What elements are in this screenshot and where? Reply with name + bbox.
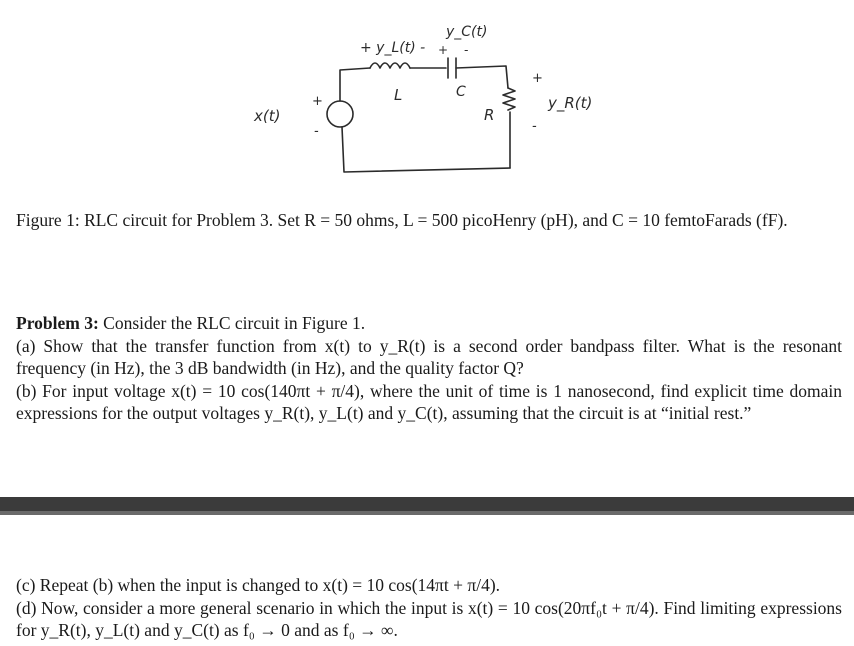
- caption-label: Figure 1:: [16, 210, 80, 230]
- resistor-plus-label: +: [532, 71, 543, 86]
- resistor-minus-label: -: [532, 119, 537, 134]
- source-plus-label: +: [312, 94, 323, 109]
- problem-part-c: (c) Repeat (b) when the input is changed to x(t) = 10 cos(14πt + π/4).: [16, 575, 501, 595]
- capacitor-plus-label: +: [438, 43, 449, 57]
- rlc-circuit-diagram: [240, 8, 620, 188]
- problem-title: Problem 3:: [16, 313, 99, 333]
- inductor-voltage-label: + y_L(t) -: [360, 40, 426, 56]
- problem-continuation: [16, 574, 842, 642]
- page-divider: [0, 497, 854, 515]
- problem-part-b: (b) For input voltage x(t) = 10 cos(140πt + π/4), where the unit of time is 1 nanosecond, find explicit time domain expressions for the output voltages y_R(t), y_L(t) and y_C(t), assuming that the circuit is at “initial rest.”: [16, 380, 842, 423]
- wire-bottom: [342, 127, 510, 172]
- resistor-label: R: [484, 106, 495, 124]
- resistor-voltage-label: y_R(t): [548, 94, 593, 112]
- voltage-source-symbol: [327, 101, 353, 127]
- capacitor-minus-label: -: [464, 43, 469, 57]
- source-label: x(t): [254, 107, 281, 125]
- capacitor-label: C: [456, 84, 466, 100]
- inductor-label: L: [394, 86, 403, 104]
- wire-left: [340, 68, 370, 101]
- source-minus-label: -: [314, 124, 319, 139]
- problem-statement: [16, 312, 842, 425]
- capacitor-voltage-label: y_C(t): [446, 24, 488, 40]
- problem-part-a: (a) Show that the transfer function from x(t) to y_R(t) is a second order bandpass filter. What is the resonant frequency (in Hz), the 3 dB bandwidth (in Hz), and the quality factor Q?: [16, 335, 842, 378]
- resistor-symbol: [503, 88, 515, 110]
- capacitor-symbol: [448, 58, 456, 78]
- problem-intro: Consider the RLC circuit in Figure 1.: [103, 313, 366, 333]
- figure-caption: [16, 208, 844, 232]
- problem-part-d: (d) Now, consider a more general scenario in which the input is x(t) = 10 cos(20πf₀t + π/4). Find limiting expressions for y_R(t), y_L(t) and y_C(t) as f₀ → 0 and as f₀ → ∞.: [16, 597, 842, 640]
- caption-text: RLC circuit for Problem 3. Set R = 50 ohms, L = 500 picoHenry (pH), and C = 10 femtoFarads (fF).: [84, 210, 788, 230]
- problem-intro-line: [16, 312, 842, 335]
- inductor-symbol: [370, 63, 410, 68]
